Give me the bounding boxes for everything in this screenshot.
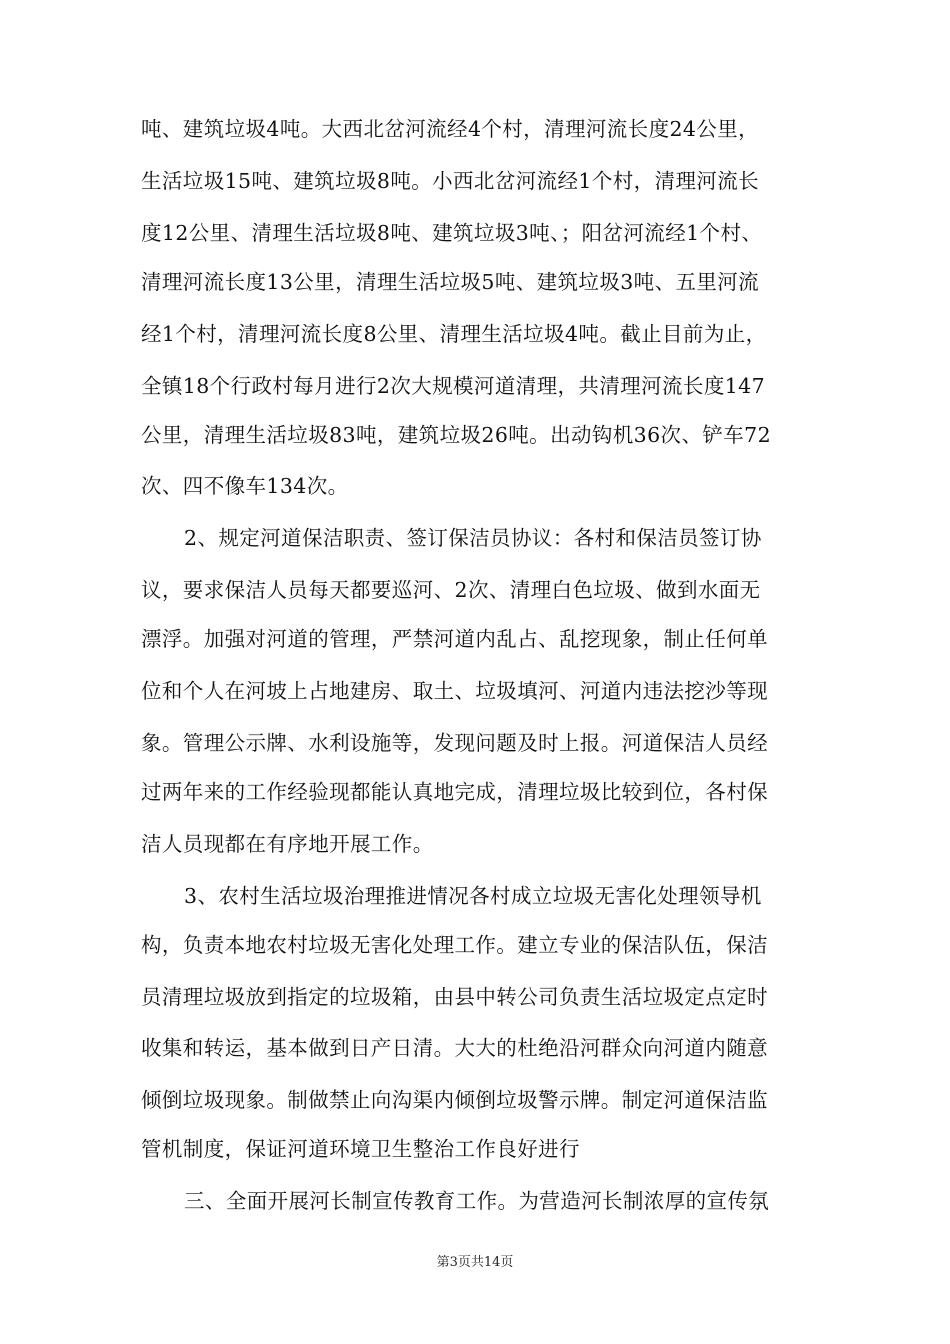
text-line: 构，负责本地农村垃圾无害化处理工作。建立专业的保洁队伍，保洁 [141, 933, 768, 957]
text-line: 员清理垃圾放到指定的垃圾箱，由县中转公司负责生活垃圾定点定时 [141, 985, 768, 1009]
text-line: 次、四不像车134次。 [141, 474, 349, 498]
text-line: 过两年来的工作经验现都能认真地完成，清理垃圾比较到位，各村保 [141, 780, 768, 804]
text-line: 议，要求保洁人员每天都要巡河、2次、清理白色垃圾、做到水面无 [141, 578, 761, 602]
text-line: 吨、建筑垃圾4吨。大西北岔河流经4个村，清理河流长度24公里， [141, 117, 760, 141]
paragraph-3-first-line: 3、农村生活垃圾治理推进情况各村成立垃圾无害化处理领导机 [184, 884, 762, 908]
text-line: 倾倒垃圾现象。制做禁止向沟渠内倾倒垃圾警示牌。制定河道保洁监 [141, 1088, 768, 1112]
paragraph-2-first-line: 2、规定河道保洁职责、签订保洁员协议：各村和保洁员签订协 [184, 526, 762, 550]
text-line: 公里，清理生活垃圾83吨，建筑垃圾26吨。出动钩机36次、铲车72 [141, 423, 772, 447]
text-line: 象。管理公示牌、水利设施等，发现问题及时上报。河道保洁人员经 [141, 731, 768, 755]
text-line: 生活垃圾15吨、建筑垃圾8吨。小西北岔河流经1个村，清理河流长 [141, 169, 760, 193]
text-line: 度12公里、清理生活垃圾8吨、建筑垃圾3吨、；阳岔河流经1个村、 [141, 221, 763, 245]
text-line: 洁人员现都在有序地开展工作。 [141, 832, 434, 856]
page-number-footer: 第3页共14页 [436, 1255, 514, 1270]
text-line: 全镇18个行政村每月进行2次大规模河道清理，共清理河流长度147 [141, 374, 766, 398]
text-line: 漂浮。加强对河道的管理，严禁河道内乱占、乱挖现象，制止任何单 [141, 627, 768, 651]
text-line: 管机制度，保证河道环境卫生整治工作良好进行 [141, 1137, 580, 1161]
text-line: 收集和转运，基本做到日产日清。大大的杜绝沿河群众向河道内随意 [141, 1036, 768, 1060]
text-line: 清理河流长度13公里，清理生活垃圾5吨、建筑垃圾3吨、五里河流 [141, 270, 760, 294]
text-line: 位和个人在河坡上占地建房、取土、垃圾填河、河道内违法挖沙等现 [141, 679, 768, 703]
text-line: 经1个村，清理河流长度8公里、清理生活垃圾4吨。截止目前为止， [141, 322, 767, 346]
section-3-heading-line: 三、全面开展河长制宣传教育工作。为营造河长制浓厚的宣传氛 [184, 1189, 770, 1213]
